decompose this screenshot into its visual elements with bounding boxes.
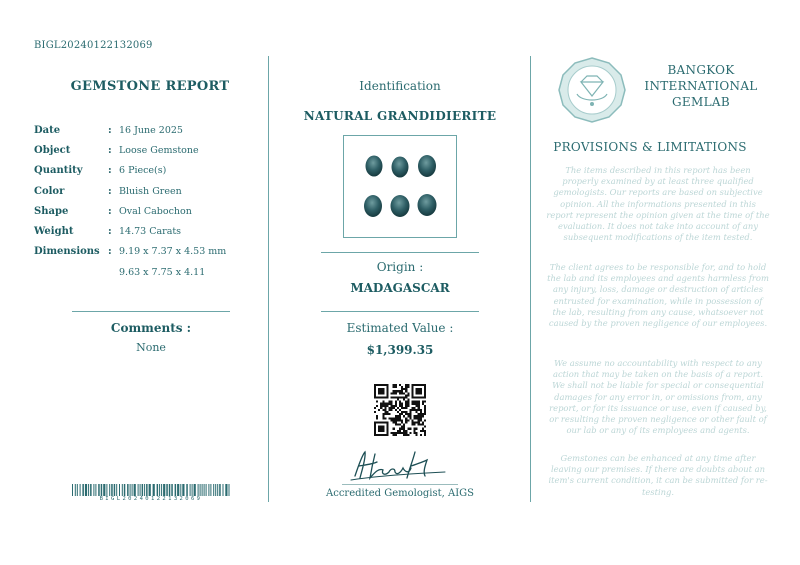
detail-label: Dimensions xyxy=(34,246,100,258)
detail-value: Oval Cabochon xyxy=(119,205,192,217)
detail-row-date xyxy=(34,120,266,140)
provision-paragraph: The items described in this report has been properly examined by at least three qualified gemologists. Our reports are based on subjective opinion. All the informations presented in this report represent the opinion given at the time of the evaluation. It does not take into account of any subsequent modifications of the item tested. xyxy=(546,165,770,243)
qr-code xyxy=(374,384,426,436)
detail-value: Loose Gemstone xyxy=(119,144,199,156)
origin-label: Origin : xyxy=(376,260,424,274)
detail-value: Bluish Green xyxy=(119,185,182,197)
detail-label: Shape xyxy=(34,205,69,217)
detail-row-quantity xyxy=(34,161,266,181)
detail-row-shape xyxy=(34,201,266,221)
report-id: BIGL20240122132069 xyxy=(34,40,153,51)
detail-label: Date xyxy=(34,124,61,136)
detail-separator: : xyxy=(108,144,112,156)
signature-line xyxy=(342,484,458,485)
detail-row-dimensions xyxy=(34,242,266,262)
origin-value: MADAGASCAR xyxy=(350,281,450,295)
barcode xyxy=(72,484,230,496)
detail-row-color xyxy=(34,181,266,201)
detail-separator: : xyxy=(108,246,112,258)
barcode-text: BIGL20240122132069 xyxy=(99,496,203,502)
origin-divider-top xyxy=(321,252,479,253)
detail-separator: : xyxy=(108,205,112,217)
origin-divider-bottom xyxy=(321,311,479,312)
provision-paragraph: We assume no accountability with respect to any action that may be taken on the basis of a report. We shall not be liable for special or consequential damages for any error in, or omissions from, any report, or for its issuance or use, even if caused by, or resulting the proven negligence or other fault of our lab or any of its employees and agents. xyxy=(549,358,767,436)
identification-heading: Identification xyxy=(359,79,441,93)
gem-stone xyxy=(391,195,410,217)
detail-value: 14.73 Carats xyxy=(119,226,182,238)
detail-row-dimensions-2 xyxy=(34,262,266,282)
divider-right xyxy=(530,56,531,502)
gemologist-signature xyxy=(345,446,455,486)
detail-separator: : xyxy=(108,165,112,177)
gem-stone xyxy=(364,195,382,217)
stone-name: NATURAL GRANDIDIERITE xyxy=(303,109,497,123)
provision-paragraph: The client agrees to be responsible for, and to hold the lab and its employees and agents harmless from any injury, loss, damage or destruction of articles entrusted for examination, while in possession of the lab, resulting from any cause, whatsoever not caused by the proven negligence of our employees. xyxy=(547,262,769,329)
detail-label: Quantity xyxy=(34,165,83,177)
gem-stone xyxy=(418,194,437,216)
detail-separator: : xyxy=(108,226,112,238)
detail-row-weight xyxy=(34,221,266,241)
detail-label: Object xyxy=(34,144,71,156)
comments-value: None xyxy=(136,341,166,354)
lab-name xyxy=(636,62,766,110)
lab-name-line: GEMLAB xyxy=(672,95,730,109)
gemstone-photo xyxy=(343,135,457,238)
detail-value: 9.63 x 7.75 x 4.11 xyxy=(119,266,206,278)
provision-paragraph: Gemstones can be enhanced at any time after leaving our premises. If there are doubts about an item's current condition, it can be submitted for re-testing. xyxy=(548,453,768,497)
gemologist-title: Accredited Gemologist, AIGS xyxy=(326,488,474,499)
gem-stone xyxy=(392,157,409,178)
detail-row-object xyxy=(34,140,266,160)
comments-label: Comments : xyxy=(110,321,192,335)
detail-value: 6 Piece(s) xyxy=(119,165,167,177)
gem-stone xyxy=(418,155,436,177)
comments-divider xyxy=(72,311,230,312)
lab-name-line: INTERNATIONAL xyxy=(644,79,758,93)
gem-stone xyxy=(366,156,383,177)
provisions-title: PROVISIONS & LIMITATIONS xyxy=(553,140,747,154)
detail-separator: : xyxy=(108,124,112,136)
divider-left xyxy=(268,56,269,502)
estimated-value-label: Estimated Value : xyxy=(346,321,454,335)
detail-value: 9.19 x 7.37 x 4.53 mm xyxy=(119,246,227,258)
detail-label: Weight xyxy=(34,226,74,238)
lab-name-line: BANGKOK xyxy=(667,63,735,77)
details-list xyxy=(34,120,266,282)
detail-value: 16 June 2025 xyxy=(119,124,183,136)
detail-separator: : xyxy=(108,185,112,197)
detail-label: Color xyxy=(34,185,65,197)
estimated-value-amount: $1,399.35 xyxy=(366,343,434,357)
lab-logo-icon xyxy=(557,56,627,124)
report-title: GEMSTONE REPORT xyxy=(70,79,230,94)
